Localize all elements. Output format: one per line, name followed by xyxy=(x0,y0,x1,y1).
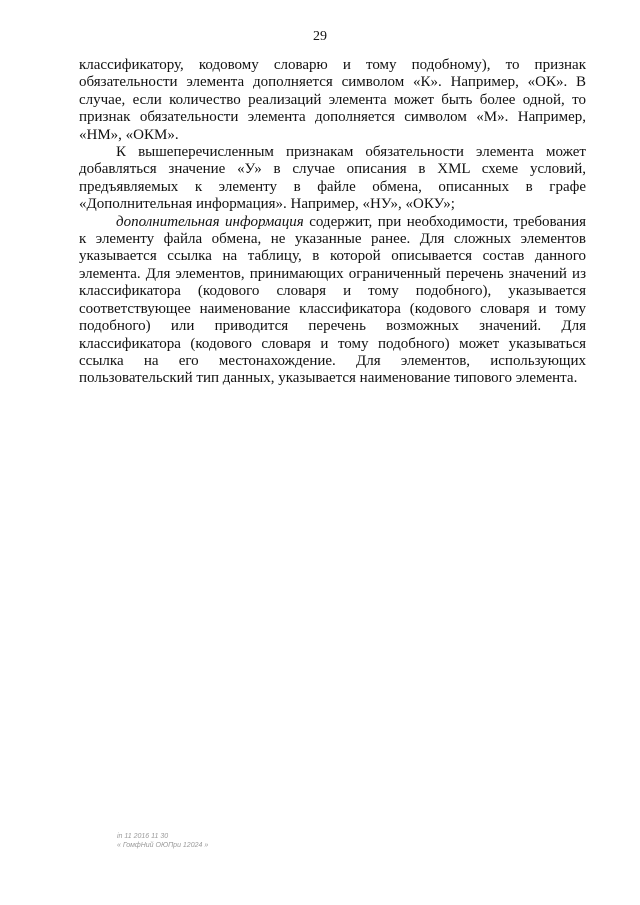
paragraph-additional-info xyxy=(79,214,586,388)
page-number: 29 xyxy=(313,29,327,44)
paragraph-continuation: классификатору, кодовому словарю и тому подобному), то признак обязательности элемента дополняется символом «К». Например, «ОК». В случае, если количество реализаций элемента может быть более одной, то признак обязательности элемента дополняется символом «М». Например, «НМ», «ОКМ». xyxy=(79,57,586,143)
paragraph-additional-value: К вышеперечисленным признакам обязательности элемента может добавляться значение «У» в случае описания в XML схеме условий, предъявляемых к элементу в файле обмена, описанных в графе «Дополнительная информация». Например, «НУ», «ОКУ»; xyxy=(79,144,586,213)
stamp-line-1: in 11 2016 11 30 xyxy=(117,833,169,840)
paragraph-additional-info-text: содержит, при необходимости, требования к элементу файла обмена, не указанные ранее. Для сложных элементов указывается ссылка на таблицу, в которой описывается состав данного элемента. Для элементов, принимающих ограниченный перечень значений из классификатора (кодового словаря и тому подобного), указывается соответствующее наименование классификатора (кодового словаря и тому подобного) или приводится перечень возможных значений. Для классификатора (кодового словаря и тому подобного) может указываться ссылка на его местонахождение. Для элементов, использующих пользовательский тип данных, указывается наименование типового элемента. xyxy=(79,213,586,387)
body-text xyxy=(79,57,586,388)
stamp-line-2: « ГомфНий ОЮПри 12024 » xyxy=(117,842,209,849)
registration-stamp xyxy=(117,832,208,850)
term-additional-info: дополнительная информация xyxy=(116,213,304,230)
